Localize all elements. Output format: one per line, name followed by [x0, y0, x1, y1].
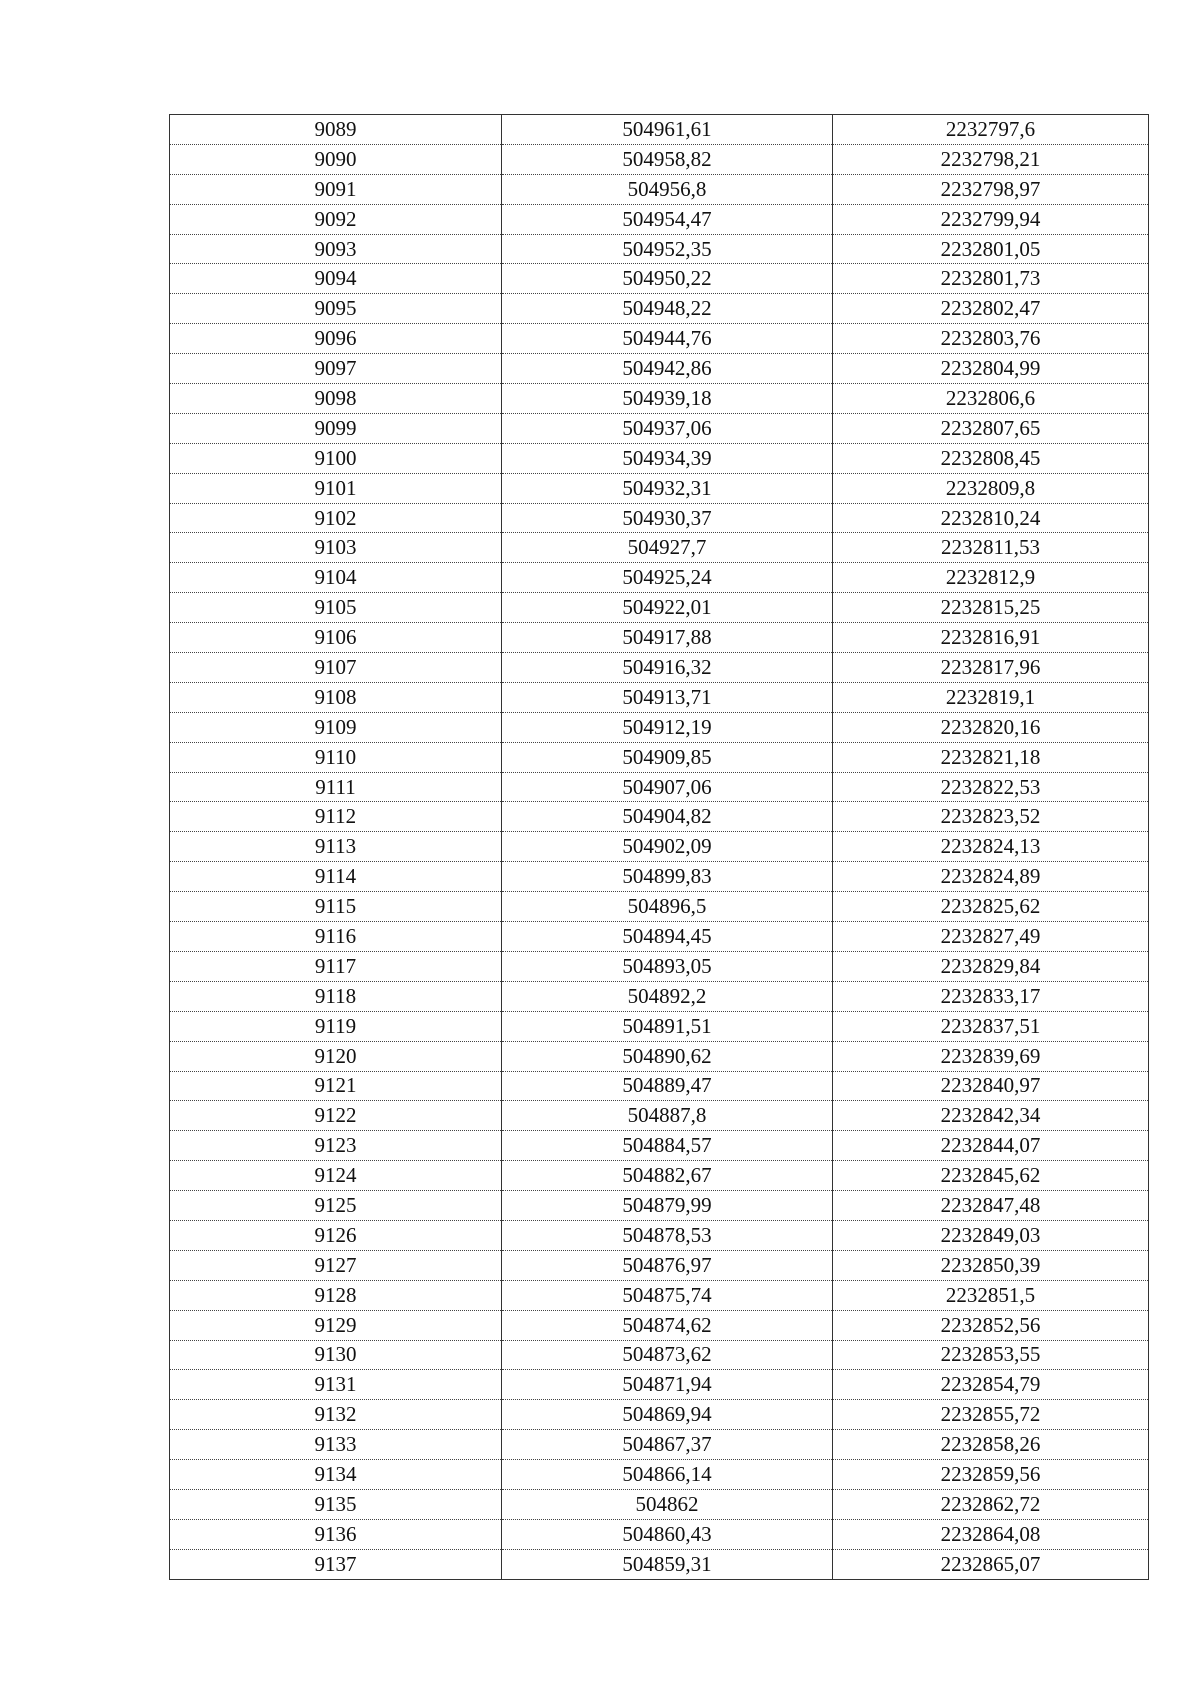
point-number-cell: 9096: [170, 324, 502, 354]
x-coordinate-cell: 504890,62: [502, 1041, 833, 1071]
point-number-cell: 9134: [170, 1460, 502, 1490]
table-row: [170, 174, 1149, 204]
point-number-cell: 9104: [170, 563, 502, 593]
y-coordinate-cell: 2232854,79: [833, 1370, 1149, 1400]
point-number-cell: 9127: [170, 1250, 502, 1280]
y-coordinate-cell: 2232850,39: [833, 1250, 1149, 1280]
table-row: [170, 1310, 1149, 1340]
table-row: [170, 1280, 1149, 1310]
point-number-cell: 9110: [170, 742, 502, 772]
x-coordinate-cell: 504871,94: [502, 1370, 833, 1400]
point-number-cell: 9130: [170, 1340, 502, 1370]
y-coordinate-cell: 2232865,07: [833, 1549, 1149, 1579]
table-row: [170, 1011, 1149, 1041]
y-coordinate-cell: 2232849,03: [833, 1220, 1149, 1250]
table-row: [170, 951, 1149, 981]
table-row: [170, 1370, 1149, 1400]
y-coordinate-cell: 2232819,1: [833, 682, 1149, 712]
point-number-cell: 9102: [170, 503, 502, 533]
x-coordinate-cell: 504925,24: [502, 563, 833, 593]
point-number-cell: 9132: [170, 1400, 502, 1430]
table-row: [170, 832, 1149, 862]
coordinates-table-body: [170, 115, 1149, 1580]
point-number-cell: 9137: [170, 1549, 502, 1579]
table-row: [170, 712, 1149, 742]
table-row: [170, 563, 1149, 593]
y-coordinate-cell: 2232864,08: [833, 1519, 1149, 1549]
point-number-cell: 9090: [170, 144, 502, 174]
point-number-cell: 9121: [170, 1071, 502, 1101]
x-coordinate-cell: 504893,05: [502, 951, 833, 981]
point-number-cell: 9099: [170, 413, 502, 443]
point-number-cell: 9116: [170, 922, 502, 952]
table-row: [170, 593, 1149, 623]
x-coordinate-cell: 504887,8: [502, 1101, 833, 1131]
point-number-cell: 9123: [170, 1131, 502, 1161]
table-row: [170, 981, 1149, 1011]
y-coordinate-cell: 2232825,62: [833, 892, 1149, 922]
point-number-cell: 9113: [170, 832, 502, 862]
y-coordinate-cell: 2232855,72: [833, 1400, 1149, 1430]
table-row: [170, 1400, 1149, 1430]
point-number-cell: 9101: [170, 473, 502, 503]
y-coordinate-cell: 2232804,99: [833, 354, 1149, 384]
table-row: [170, 234, 1149, 264]
table-row: [170, 862, 1149, 892]
table-row: [170, 144, 1149, 174]
x-coordinate-cell: 504882,67: [502, 1161, 833, 1191]
table-row: [170, 1191, 1149, 1221]
point-number-cell: 9136: [170, 1519, 502, 1549]
y-coordinate-cell: 2232827,49: [833, 922, 1149, 952]
y-coordinate-cell: 2232797,6: [833, 115, 1149, 145]
y-coordinate-cell: 2232837,51: [833, 1011, 1149, 1041]
table-row: [170, 802, 1149, 832]
x-coordinate-cell: 504879,99: [502, 1191, 833, 1221]
table-row: [170, 115, 1149, 145]
y-coordinate-cell: 2232815,25: [833, 593, 1149, 623]
y-coordinate-cell: 2232844,07: [833, 1131, 1149, 1161]
x-coordinate-cell: 504907,06: [502, 772, 833, 802]
y-coordinate-cell: 2232820,16: [833, 712, 1149, 742]
y-coordinate-cell: 2232840,97: [833, 1071, 1149, 1101]
y-coordinate-cell: 2232862,72: [833, 1489, 1149, 1519]
point-number-cell: 9094: [170, 264, 502, 294]
y-coordinate-cell: 2232845,62: [833, 1161, 1149, 1191]
table-row: [170, 1041, 1149, 1071]
y-coordinate-cell: 2232824,13: [833, 832, 1149, 862]
y-coordinate-cell: 2232817,96: [833, 653, 1149, 683]
table-row: [170, 1489, 1149, 1519]
y-coordinate-cell: 2232811,53: [833, 533, 1149, 563]
point-number-cell: 9133: [170, 1430, 502, 1460]
point-number-cell: 9125: [170, 1191, 502, 1221]
table-row: [170, 413, 1149, 443]
x-coordinate-cell: 504927,7: [502, 533, 833, 563]
table-row: [170, 204, 1149, 234]
point-number-cell: 9100: [170, 443, 502, 473]
x-coordinate-cell: 504948,22: [502, 294, 833, 324]
x-coordinate-cell: 504909,85: [502, 742, 833, 772]
x-coordinate-cell: 504899,83: [502, 862, 833, 892]
y-coordinate-cell: 2232822,53: [833, 772, 1149, 802]
point-number-cell: 9103: [170, 533, 502, 563]
x-coordinate-cell: 504916,32: [502, 653, 833, 683]
x-coordinate-cell: 504912,19: [502, 712, 833, 742]
table-row: [170, 1220, 1149, 1250]
y-coordinate-cell: 2232799,94: [833, 204, 1149, 234]
x-coordinate-cell: 504937,06: [502, 413, 833, 443]
x-coordinate-cell: 504862: [502, 1489, 833, 1519]
point-number-cell: 9120: [170, 1041, 502, 1071]
table-row: [170, 1460, 1149, 1490]
table-row: [170, 384, 1149, 414]
x-coordinate-cell: 504958,82: [502, 144, 833, 174]
table-row: [170, 922, 1149, 952]
point-number-cell: 9115: [170, 892, 502, 922]
x-coordinate-cell: 504894,45: [502, 922, 833, 952]
y-coordinate-cell: 2232839,69: [833, 1041, 1149, 1071]
y-coordinate-cell: 2232801,05: [833, 234, 1149, 264]
point-number-cell: 9092: [170, 204, 502, 234]
x-coordinate-cell: 504956,8: [502, 174, 833, 204]
y-coordinate-cell: 2232798,21: [833, 144, 1149, 174]
table-row: [170, 682, 1149, 712]
y-coordinate-cell: 2232798,97: [833, 174, 1149, 204]
point-number-cell: 9111: [170, 772, 502, 802]
x-coordinate-cell: 504950,22: [502, 264, 833, 294]
x-coordinate-cell: 504876,97: [502, 1250, 833, 1280]
point-number-cell: 9122: [170, 1101, 502, 1131]
x-coordinate-cell: 504944,76: [502, 324, 833, 354]
y-coordinate-cell: 2232807,65: [833, 413, 1149, 443]
x-coordinate-cell: 504922,01: [502, 593, 833, 623]
x-coordinate-cell: 504902,09: [502, 832, 833, 862]
point-number-cell: 9135: [170, 1489, 502, 1519]
point-number-cell: 9119: [170, 1011, 502, 1041]
x-coordinate-cell: 504942,86: [502, 354, 833, 384]
table-row: [170, 742, 1149, 772]
table-row: [170, 1549, 1149, 1579]
x-coordinate-cell: 504904,82: [502, 802, 833, 832]
point-number-cell: 9098: [170, 384, 502, 414]
table-row: [170, 1071, 1149, 1101]
x-coordinate-cell: 504875,74: [502, 1280, 833, 1310]
x-coordinate-cell: 504961,61: [502, 115, 833, 145]
point-number-cell: 9129: [170, 1310, 502, 1340]
y-coordinate-cell: 2232851,5: [833, 1280, 1149, 1310]
point-number-cell: 9091: [170, 174, 502, 204]
table-row: [170, 264, 1149, 294]
point-number-cell: 9126: [170, 1220, 502, 1250]
y-coordinate-cell: 2232852,56: [833, 1310, 1149, 1340]
point-number-cell: 9114: [170, 862, 502, 892]
y-coordinate-cell: 2232809,8: [833, 473, 1149, 503]
y-coordinate-cell: 2232801,73: [833, 264, 1149, 294]
table-row: [170, 1340, 1149, 1370]
point-number-cell: 9112: [170, 802, 502, 832]
y-coordinate-cell: 2232808,45: [833, 443, 1149, 473]
point-number-cell: 9107: [170, 653, 502, 683]
x-coordinate-cell: 504867,37: [502, 1430, 833, 1460]
x-coordinate-cell: 504873,62: [502, 1340, 833, 1370]
x-coordinate-cell: 504932,31: [502, 473, 833, 503]
point-number-cell: 9124: [170, 1161, 502, 1191]
point-number-cell: 9105: [170, 593, 502, 623]
coordinates-table: [169, 114, 1149, 1580]
y-coordinate-cell: 2232842,34: [833, 1101, 1149, 1131]
y-coordinate-cell: 2232816,91: [833, 623, 1149, 653]
point-number-cell: 9095: [170, 294, 502, 324]
table-row: [170, 1250, 1149, 1280]
x-coordinate-cell: 504869,94: [502, 1400, 833, 1430]
y-coordinate-cell: 2232829,84: [833, 951, 1149, 981]
x-coordinate-cell: 504917,88: [502, 623, 833, 653]
point-number-cell: 9118: [170, 981, 502, 1011]
point-number-cell: 9108: [170, 682, 502, 712]
point-number-cell: 9131: [170, 1370, 502, 1400]
table-row: [170, 1101, 1149, 1131]
x-coordinate-cell: 504884,57: [502, 1131, 833, 1161]
y-coordinate-cell: 2232823,52: [833, 802, 1149, 832]
x-coordinate-cell: 504889,47: [502, 1071, 833, 1101]
x-coordinate-cell: 504892,2: [502, 981, 833, 1011]
y-coordinate-cell: 2232858,26: [833, 1430, 1149, 1460]
table-row: [170, 772, 1149, 802]
x-coordinate-cell: 504878,53: [502, 1220, 833, 1250]
table-row: [170, 892, 1149, 922]
x-coordinate-cell: 504866,14: [502, 1460, 833, 1490]
y-coordinate-cell: 2232859,56: [833, 1460, 1149, 1490]
x-coordinate-cell: 504859,31: [502, 1549, 833, 1579]
y-coordinate-cell: 2232806,6: [833, 384, 1149, 414]
y-coordinate-cell: 2232821,18: [833, 742, 1149, 772]
y-coordinate-cell: 2232833,17: [833, 981, 1149, 1011]
table-row: [170, 503, 1149, 533]
table-row: [170, 1430, 1149, 1460]
point-number-cell: 9093: [170, 234, 502, 264]
table-row: [170, 354, 1149, 384]
point-number-cell: 9097: [170, 354, 502, 384]
y-coordinate-cell: 2232803,76: [833, 324, 1149, 354]
x-coordinate-cell: 504930,37: [502, 503, 833, 533]
x-coordinate-cell: 504874,62: [502, 1310, 833, 1340]
table-row: [170, 653, 1149, 683]
y-coordinate-cell: 2232847,48: [833, 1191, 1149, 1221]
table-row: [170, 443, 1149, 473]
x-coordinate-cell: 504896,5: [502, 892, 833, 922]
table-row: [170, 1131, 1149, 1161]
point-number-cell: 9109: [170, 712, 502, 742]
y-coordinate-cell: 2232824,89: [833, 862, 1149, 892]
x-coordinate-cell: 504939,18: [502, 384, 833, 414]
x-coordinate-cell: 504934,39: [502, 443, 833, 473]
x-coordinate-cell: 504891,51: [502, 1011, 833, 1041]
y-coordinate-cell: 2232802,47: [833, 294, 1149, 324]
table-row: [170, 1519, 1149, 1549]
point-number-cell: 9089: [170, 115, 502, 145]
point-number-cell: 9128: [170, 1280, 502, 1310]
x-coordinate-cell: 504954,47: [502, 204, 833, 234]
table-row: [170, 533, 1149, 563]
table-row: [170, 324, 1149, 354]
point-number-cell: 9106: [170, 623, 502, 653]
x-coordinate-cell: 504952,35: [502, 234, 833, 264]
y-coordinate-cell: 2232810,24: [833, 503, 1149, 533]
x-coordinate-cell: 504913,71: [502, 682, 833, 712]
table-row: [170, 294, 1149, 324]
x-coordinate-cell: 504860,43: [502, 1519, 833, 1549]
table-row: [170, 473, 1149, 503]
table-row: [170, 623, 1149, 653]
point-number-cell: 9117: [170, 951, 502, 981]
y-coordinate-cell: 2232812,9: [833, 563, 1149, 593]
y-coordinate-cell: 2232853,55: [833, 1340, 1149, 1370]
table-row: [170, 1161, 1149, 1191]
